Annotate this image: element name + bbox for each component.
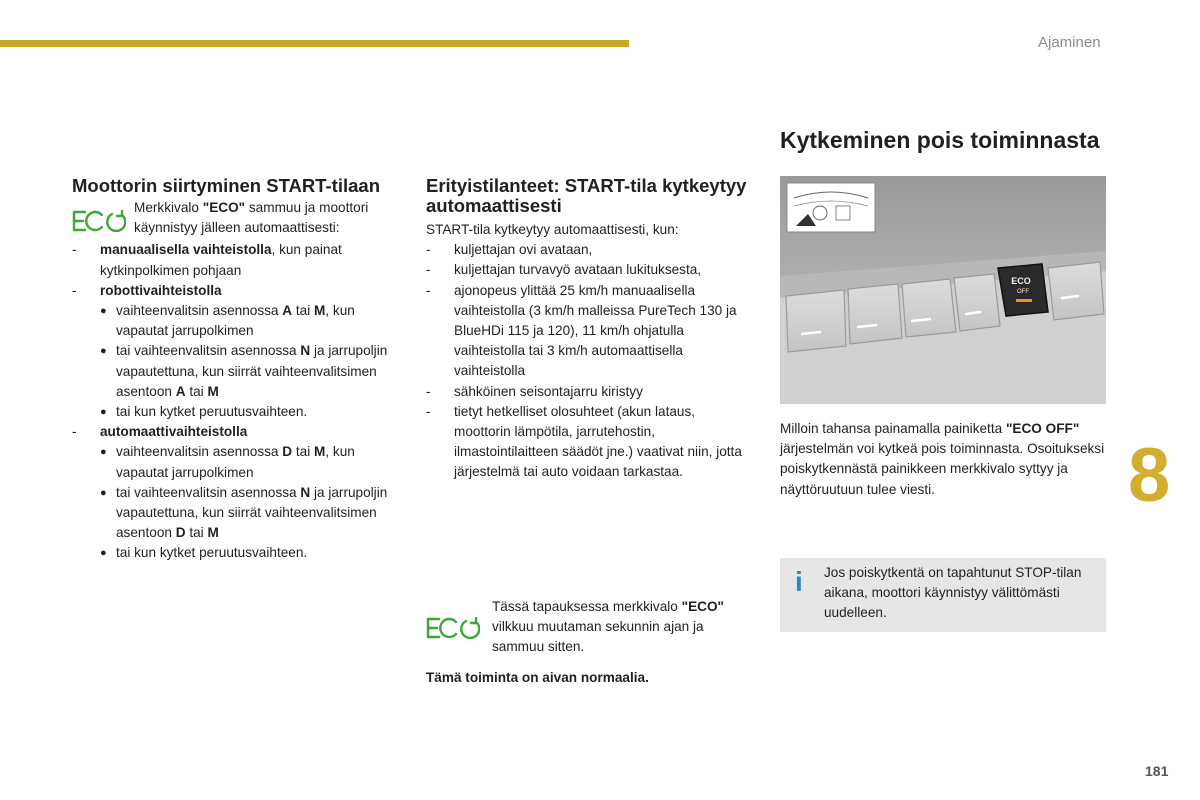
list-item: ● tai vaihteenvalitsin asennossa N ja jarrupoljin vapautettuna, kun siirrät vaihteenvalitsimen asentoon A tai M	[100, 341, 394, 402]
robot-sublist	[100, 301, 394, 422]
chapter-number: 8	[1128, 433, 1171, 518]
eco-blink-text: Tässä tapauksessa merkkivalo "ECO" vilkkuu muutaman sekunnin ajan ja sammuu sitten.	[492, 599, 724, 655]
info-text: Jos poiskytkentä on tapahtunut STOP-tilan aikana, moottori käynnistyy välittömästi uudelleen.	[824, 565, 1082, 621]
conditions-list	[426, 240, 754, 482]
eco-blink-note	[426, 597, 756, 688]
list-item: - sähköinen seisontajarru kiristyy	[426, 382, 754, 402]
eco-icon	[426, 597, 492, 639]
section-heading: Erityistilanteet: START-tila kytkeytyy automaattisesti	[426, 175, 747, 216]
list-item: - ajonopeus ylittää 25 km/h manuaalisella vaihteistolla (3 km/h malleissa PureTech 130 ja BlueHDi 115 ja 120), 11 km/h ohjatulla vaihteistolla tai 3 km/h automaattisella vaihteistolla	[426, 281, 754, 382]
eco-indicator-row	[426, 597, 756, 658]
intro-text: START-tila kytkeytyy automaattisesti, kun:	[426, 222, 679, 237]
section-heading: Moottorin siirtyminen START-tilaan	[72, 175, 380, 196]
normal-note: Tämä toiminta on aivan normaalia.	[426, 669, 649, 685]
section-heading-deactivation: Kytkeminen pois toiminnasta	[780, 127, 1100, 153]
eco-indicator-row	[72, 198, 394, 238]
list-item: ● tai kun kytket peruutusvaihteen.	[100, 402, 394, 422]
eco-off-text: Merkkivalo "ECO" sammuu ja moottori käynnistyy jälleen automaattisesti:	[134, 200, 369, 236]
eco-off-button-photo	[780, 176, 1106, 404]
deactivation-paragraph: Milloin tahansa painamalla painiketta "ECO OFF" järjestelmän voi kytkeä pois toiminnasta. Osoitukseksi poiskytkennästä painikkeen merkkivalo syttyy ja näyttöruutuun tulee viesti.	[780, 421, 1105, 497]
dashboard-thumbnail	[787, 183, 875, 232]
list-item: ● vaihteenvalitsin asennossa A tai M, kun vapautat jarrupolkimen	[100, 301, 394, 341]
list-item: ● vaihteenvalitsin asennossa D tai M, kun vapautat jarrupolkimen	[100, 442, 394, 482]
eco-button-label: ECO	[1011, 276, 1031, 286]
header-accent-bar	[0, 40, 629, 47]
deactivation-text	[780, 419, 1106, 500]
section-title: Ajaminen	[1038, 34, 1101, 51]
list-item: ● tai kun kytket peruutusvaihteen.	[100, 543, 394, 563]
list-item-automatic: - automaattivaihteistolla ● vaihteenvalitsin asennossa D tai M, kun vapautat jarrupolkimen ● tai vaihteenvalitsin asennossa N ja jarrupoljin vapautettuna, kun siirrät vaihteenvalitsimen asentoon D tai M ● tai kun kytket peruutusvaihteen.	[72, 422, 394, 563]
list-item-robot: - robottivaihteistolla ● vaihteenvalitsin asennossa A tai M, kun vapautat jarrupolkimen ● tai vaihteenvalitsin asennossa N ja jarrupoljin vapautettuna, kun siirrät vaihteenvalitsimen asentoon A tai M ● tai kun kytket peruutusvaihteen.	[72, 281, 394, 422]
list-item-manual: - manuaalisella vaihteistolla, kun painat kytkinpolkimen pohjaan	[72, 240, 394, 280]
info-box	[780, 558, 1106, 632]
gearbox-list	[72, 240, 394, 563]
eco-icon	[72, 198, 134, 232]
page-number: 181	[1145, 763, 1169, 779]
list-item: ● tai vaihteenvalitsin asennossa N ja jarrupoljin vapautettuna, kun siirrät vaihteenvalitsimen asentoon D tai M	[100, 483, 394, 544]
automatic-sublist	[100, 442, 394, 563]
list-item: - kuljettajan ovi avataan,	[426, 240, 754, 260]
column-special-cases	[426, 176, 754, 483]
off-button-label: OFF	[1017, 289, 1029, 295]
column-start-mode	[72, 176, 394, 564]
list-item: - kuljettajan turvavyö avataan lukituksesta,	[426, 260, 754, 280]
list-item: - tietyt hetkelliset olosuhteet (akun lataus, moottorin lämpötila, jarrutehostin, ilmastointilaitteen säädöt jne.) vaativat niin, jotta järjestelmä tai auto voidaan tarkastaa.	[426, 402, 754, 483]
info-icon: i	[795, 566, 803, 597]
